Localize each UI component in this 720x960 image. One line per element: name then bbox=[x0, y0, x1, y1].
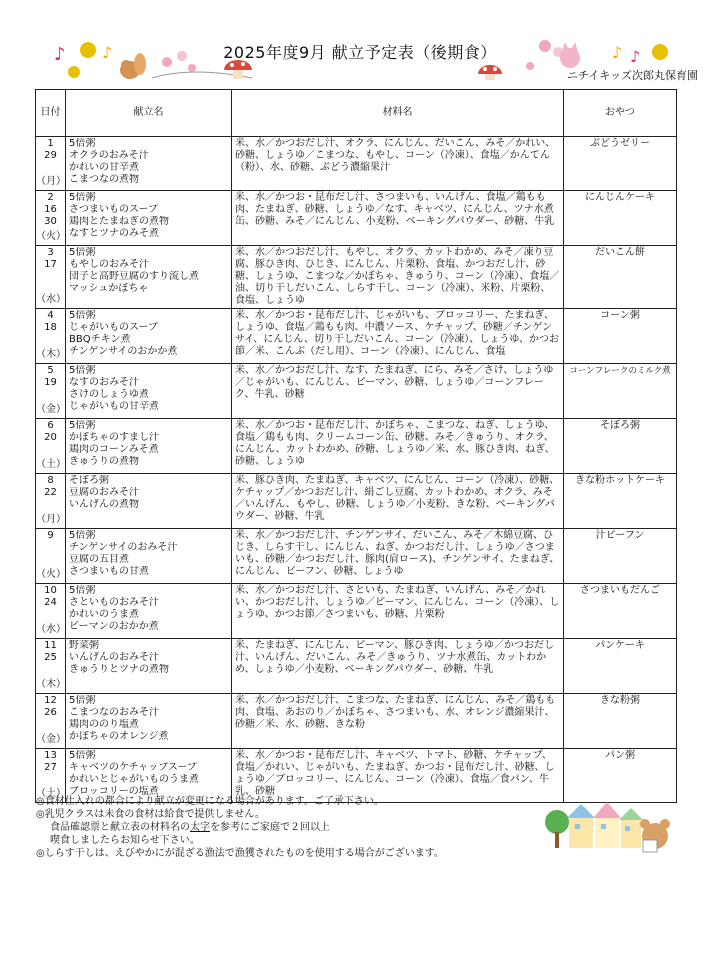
date-month-day: 11 bbox=[44, 640, 57, 651]
note-emphasis: 太字 bbox=[190, 822, 210, 833]
dish-name: 5倍粥 bbox=[69, 310, 96, 321]
menu-cell bbox=[66, 474, 232, 529]
date-day: 19 bbox=[44, 377, 57, 388]
weekday: （金） bbox=[36, 404, 66, 415]
dish-name: かれいの甘辛煮 bbox=[69, 162, 139, 173]
dish-name: きゅうりの煮物 bbox=[69, 456, 139, 467]
bear-icon bbox=[640, 819, 670, 852]
dish-name: かぼちゃのすまし汁 bbox=[69, 432, 159, 443]
snack-cell: さつまいもだんご bbox=[564, 584, 677, 639]
note-line bbox=[36, 821, 444, 834]
dish-name: チンゲンサイのおかか煮 bbox=[69, 346, 178, 357]
note-line: ◎食材仕入れの都合により献立が変更になる場合があります。ご了承下さい。 bbox=[36, 796, 384, 807]
date-day: 29 bbox=[44, 150, 57, 161]
weekday: （水） bbox=[36, 294, 66, 305]
date-month-day: 8 bbox=[47, 475, 54, 486]
date-day: 27 bbox=[44, 762, 57, 773]
dish-name: なすのおみそ汁 bbox=[69, 377, 139, 388]
dish-name: 5倍粥 bbox=[69, 420, 96, 431]
date-month-day: 9 bbox=[47, 530, 54, 541]
date-cell bbox=[36, 309, 66, 364]
dish-name: なすとツナのみそ煮 bbox=[69, 228, 159, 239]
table-row bbox=[36, 191, 677, 246]
weekday: （水） bbox=[36, 624, 66, 635]
menu-cell bbox=[66, 364, 232, 419]
snack-cell: にんじんケーキ bbox=[564, 191, 677, 246]
header-snack: おやつ bbox=[564, 90, 677, 137]
dish-name: 5倍粥 bbox=[69, 530, 96, 541]
menu-cell bbox=[66, 419, 232, 474]
dish-name: もやしのおみそ汁 bbox=[69, 259, 149, 270]
date-cell bbox=[36, 191, 66, 246]
date-month-day: 3 bbox=[47, 247, 54, 258]
date-cell bbox=[36, 639, 66, 694]
date-cell bbox=[36, 584, 66, 639]
date-cell bbox=[36, 246, 66, 309]
weekday: （火） bbox=[36, 569, 66, 580]
date-day: 20 bbox=[44, 432, 57, 443]
date-cell bbox=[36, 694, 66, 749]
svg-text:♪: ♪ bbox=[102, 43, 113, 62]
date-day: 18 bbox=[44, 322, 57, 333]
date-month-day: 1 bbox=[47, 138, 54, 149]
menu-cell bbox=[66, 137, 232, 191]
snack-cell: きな粉粥 bbox=[564, 694, 677, 749]
snack-cell: パン粥 bbox=[564, 749, 677, 803]
dish-name: 鶏肉とたまねぎの煮物 bbox=[69, 216, 169, 227]
menu-table bbox=[35, 89, 677, 803]
header-ingredients: 材料名 bbox=[232, 90, 564, 137]
weekday: （月） bbox=[36, 514, 66, 525]
weekday: （月） bbox=[36, 176, 66, 187]
dish-name: じゃがいものスープ bbox=[69, 322, 158, 333]
menu-cell bbox=[66, 191, 232, 246]
table-row bbox=[36, 584, 677, 639]
ingredients-cell: 米、たまねぎ、にんじん、ピーマン、豚ひき肉、しょうゆ／かつおだし汁、いんげん、だいこん、みそ／きゅうり、ツナ水煮缶、カットわかめ、しょうゆ／小麦粉、ベーキングパウダー、砂糖、牛乳 bbox=[232, 639, 564, 694]
ingredients-cell: 米、水／かつお・昆布だし汁、さつまいも、いんげん、食塩／鶏もも肉、たまねぎ、砂糖、しょうゆ／なす、キャベツ、にんじん、ツナ水煮缶、砂糖、みそ／にんじん、小麦粉、ベーキングパウダー、砂糖、牛乳 bbox=[232, 191, 564, 246]
dish-name: 豆腐のおみそ汁 bbox=[69, 487, 139, 498]
ingredients-cell: 米、水／かつお・昆布だし汁、じゃがいも、ブロッコリー、たまねぎ、しょうゆ、食塩／鶏もも肉、中濃ソース、ケチャップ、砂糖／チンゲンサイ、にんじん、切り干しだいこん、コーン（冷凍）、しょうゆ、かつお節／米、こんぶ（だし用）、コーン（冷凍）、にんじん、食塩 bbox=[232, 309, 564, 364]
date-cell bbox=[36, 364, 66, 419]
weekday: （土） bbox=[36, 459, 66, 470]
menu-cell bbox=[66, 529, 232, 584]
svg-text:♪: ♪ bbox=[630, 47, 641, 66]
date-month-day: 6 bbox=[47, 420, 54, 431]
snack-cell: パンケーキ bbox=[564, 639, 677, 694]
ingredients-cell: 米、水／かつおだし汁、こまつな、たまねぎ、にんじん、みそ／鶏もも肉、食塩、あおのり／かぼちゃ、さつまいも、水、オレンジ濃縮果汁、砂糖／米、水、砂糖、きな粉 bbox=[232, 694, 564, 749]
dish-name: 野菜粥 bbox=[69, 640, 99, 651]
dish-name: チンゲンサイのおみそ汁 bbox=[69, 542, 178, 553]
dish-name: キャベツのケチャップスープ bbox=[69, 762, 197, 773]
date-cell bbox=[36, 529, 66, 584]
dish-name: きゅうりとツナの煮物 bbox=[69, 664, 169, 675]
notes bbox=[36, 795, 444, 860]
table-row bbox=[36, 419, 677, 474]
ingredients-cell: 米、水／かつおだし汁、なす、たまねぎ、にら、みそ／さけ、しょうゆ／じゃがいも、にんじん、ピーマン、砂糖、しょうゆ／コーンフレーク、牛乳、砂糖 bbox=[232, 364, 564, 419]
date-month-day: 2 bbox=[47, 192, 54, 203]
houses-icon bbox=[567, 802, 643, 848]
snack-cell: ぶどうゼリー bbox=[564, 137, 677, 191]
ingredients-cell: 米、水／かつお・昆布だし汁、かぼちゃ、こまつな、ねぎ、しょうゆ、食塩／鶏もも肉、クリームコーン缶、砂糖、みそ／きゅうり、オクラ、にんじん、カットわかめ、砂糖、しょうゆ／米、水、豚ひき肉、ねぎ、砂糖、しょうゆ bbox=[232, 419, 564, 474]
dish-name: ブロッコリーの塩煮 bbox=[69, 786, 159, 797]
ingredients-cell: 米、水／かつおだし汁、オクラ、にんじん、だいこん、みそ／かれい、砂糖、しょうゆ／こまつな、もやし、コーン（冷凍）、食塩／かんてん（粉）、水、砂糖、ぶどう濃縮果汁 bbox=[232, 137, 564, 191]
dish-name: いんげんの煮物 bbox=[69, 499, 139, 510]
dish-name: いんげんのおみそ汁 bbox=[69, 652, 159, 663]
note-line: 喫食しましたらお知らせ下さい。 bbox=[50, 835, 200, 846]
menu-cell bbox=[66, 246, 232, 309]
dish-name: BBQチキン煮 bbox=[69, 334, 131, 345]
page-title: 2025年度9月 献立予定表（後期食） bbox=[223, 43, 497, 62]
date-month-day: 10 bbox=[44, 585, 57, 596]
weekday: （木） bbox=[36, 349, 66, 360]
menu-cell bbox=[66, 694, 232, 749]
weekday: （金） bbox=[36, 734, 66, 745]
weekday: （木） bbox=[36, 679, 66, 690]
snack-cell: 汁ビーフン bbox=[564, 529, 677, 584]
school-name: ニチイキッズ次郎丸保育園 bbox=[566, 69, 698, 82]
dish-name: マッシュかぼちゃ bbox=[69, 283, 149, 294]
weekday: （土） bbox=[36, 788, 66, 799]
menu-cell bbox=[66, 584, 232, 639]
dish-name: ピーマンのおかか煮 bbox=[69, 621, 159, 632]
dish-name: 5倍粥 bbox=[69, 192, 96, 203]
table-row bbox=[36, 246, 677, 309]
dish-name: こまつなの煮物 bbox=[69, 174, 139, 185]
dish-name: じゃがいもの甘辛煮 bbox=[69, 401, 159, 412]
ingredients-cell: 米、水／かつおだし汁、もやし、オクラ、カットわかめ、みそ／凍り豆腐、豚ひき肉、ひじき、にんじん、片栗粉、食塩、かつおだし汁、砂糖、しょうゆ、こまつな／かぼちゃ、きゅうり、コーン（冷凍）、食塩／油、切り干しだいこん、しらす干し、コーン（冷凍）、米粉、片栗粉、食塩、しょうゆ bbox=[232, 246, 564, 309]
date-cell bbox=[36, 419, 66, 474]
dish-name: さつまいもの甘煮 bbox=[69, 566, 149, 577]
snack-cell: コーン粥 bbox=[564, 309, 677, 364]
dish-name: 5倍粥 bbox=[69, 247, 96, 258]
dish-name: オクラのおみそ汁 bbox=[69, 150, 149, 161]
menu-table-body bbox=[36, 137, 677, 803]
snack-cell: きな粉ホットケーキ bbox=[564, 474, 677, 529]
menu-cell bbox=[66, 309, 232, 364]
svg-text:♪: ♪ bbox=[54, 44, 66, 65]
dish-name: 団子と高野豆腐のすり流し煮 bbox=[69, 271, 199, 282]
dish-name: かぼちゃのオレンジ煮 bbox=[69, 731, 169, 742]
ingredients-cell: 米、水／かつおだし汁、さといも、たまねぎ、いんげん、みそ／かれい、かつおだし汁、しょうゆ／ピーマン、にんじん、コーン（冷凍）、しょうゆ、かつお節／さつまいも、砂糖、片栗粉 bbox=[232, 584, 564, 639]
snack-cell: だいこん餅 bbox=[564, 246, 677, 309]
date-day: 22 bbox=[44, 487, 57, 498]
table-row bbox=[36, 529, 677, 584]
note-line: ◎しらす干しは、えびやかにが混ざる漁法で漁獲されたものを使用する場合がございます。 bbox=[36, 848, 444, 859]
date-cell bbox=[36, 137, 66, 191]
date-day: 25 bbox=[44, 652, 57, 663]
dish-name: 鶏肉ののり塩煮 bbox=[69, 719, 139, 730]
date-day: 24 bbox=[44, 597, 57, 608]
dish-name: かれいのうま煮 bbox=[69, 609, 139, 620]
note-line: ◎乳児クラスは未食の食材は給食で提供しません。 bbox=[36, 809, 266, 820]
date-day: 26 bbox=[44, 707, 57, 718]
table-row bbox=[36, 474, 677, 529]
table-row bbox=[36, 309, 677, 364]
dish-name: そぼろ粥 bbox=[69, 475, 109, 486]
ingredients-cell: 米、水／かつおだし汁、チンゲンサイ、だいこん、みそ／木綿豆腐、ひじき、しらす干し、にんじん、ねぎ、かつおだし汁、しょうゆ／さつまいも、砂糖／かつおだし汁、豚肉(肩ロース)、チンゲンサイ、たまねぎ、にんじん、ビーフン、砂糖、しょうゆ bbox=[232, 529, 564, 584]
dish-name: 5倍粥 bbox=[69, 695, 96, 706]
date-day: 17 bbox=[44, 259, 57, 270]
tree-icon bbox=[545, 810, 569, 848]
header-date: 日付 bbox=[36, 90, 66, 137]
date-month-day: 5 bbox=[47, 365, 54, 376]
table-row bbox=[36, 694, 677, 749]
dish-name: さといものおみそ汁 bbox=[69, 597, 159, 608]
mushroom-icon bbox=[478, 65, 502, 80]
snack-cell: そぼろ粥 bbox=[564, 419, 677, 474]
dish-name: さけのしょうゆ煮 bbox=[69, 389, 149, 400]
date-day: 30 bbox=[44, 216, 57, 227]
menu-cell bbox=[66, 639, 232, 694]
dish-name: こまつなのおみそ汁 bbox=[69, 707, 159, 718]
ingredients-cell: 米、水／かつお・昆布だし汁、キャベツ、トマト、砂糖、ケチャップ、食塩／かれい、じゃがいも、たまねぎ、かつお・昆布だし汁、砂糖、しょうゆ／ブロッコリー、にんじん、コーン（冷凍）、食塩／食パン、牛乳、砂糖 bbox=[232, 749, 564, 803]
dish-name: 5倍粥 bbox=[69, 138, 96, 149]
weekday: （火） bbox=[36, 231, 66, 242]
dish-name: 5倍粥 bbox=[69, 365, 96, 376]
dish-name: 5倍粥 bbox=[69, 585, 96, 596]
dish-name: さつまいものスープ bbox=[69, 204, 158, 215]
dish-name: 鶏肉のコーンみそ煮 bbox=[69, 444, 159, 455]
date-month-day: 4 bbox=[47, 310, 54, 321]
table-row bbox=[36, 364, 677, 419]
dish-name: かれいとじゃがいものうま煮 bbox=[69, 774, 199, 785]
header-menu: 献立名 bbox=[66, 90, 232, 137]
decoration-bottom bbox=[545, 792, 675, 858]
date-month-day: 12 bbox=[44, 695, 57, 706]
dish-name: 5倍粥 bbox=[69, 750, 96, 761]
date-month-day: 13 bbox=[44, 750, 57, 761]
table-header-row bbox=[36, 90, 677, 137]
table-row bbox=[36, 639, 677, 694]
note-text: 食品確認票と献立表の材料名の bbox=[50, 822, 190, 833]
svg-text:♪: ♪ bbox=[612, 43, 623, 62]
ingredients-cell: 米、豚ひき肉、たまねぎ、キャベツ、にんじん、コーン（冷凍）、砂糖、ケチャップ／かつおだし汁、絹ごし豆腐、カットわかめ、オクラ、みそ／いんげん、もやし、砂糖、しょうゆ／小麦粉、きな粉、ベーキングパウダー、砂糖、牛乳 bbox=[232, 474, 564, 529]
snack-cell: コーンフレークのミルク煮 bbox=[564, 364, 677, 419]
date-day: 16 bbox=[44, 204, 57, 215]
date-cell bbox=[36, 474, 66, 529]
table-row bbox=[36, 137, 677, 191]
dish-name: 豆腐の五目煮 bbox=[69, 554, 129, 565]
note-text: を参考にご家庭で２回以上 bbox=[210, 822, 330, 833]
